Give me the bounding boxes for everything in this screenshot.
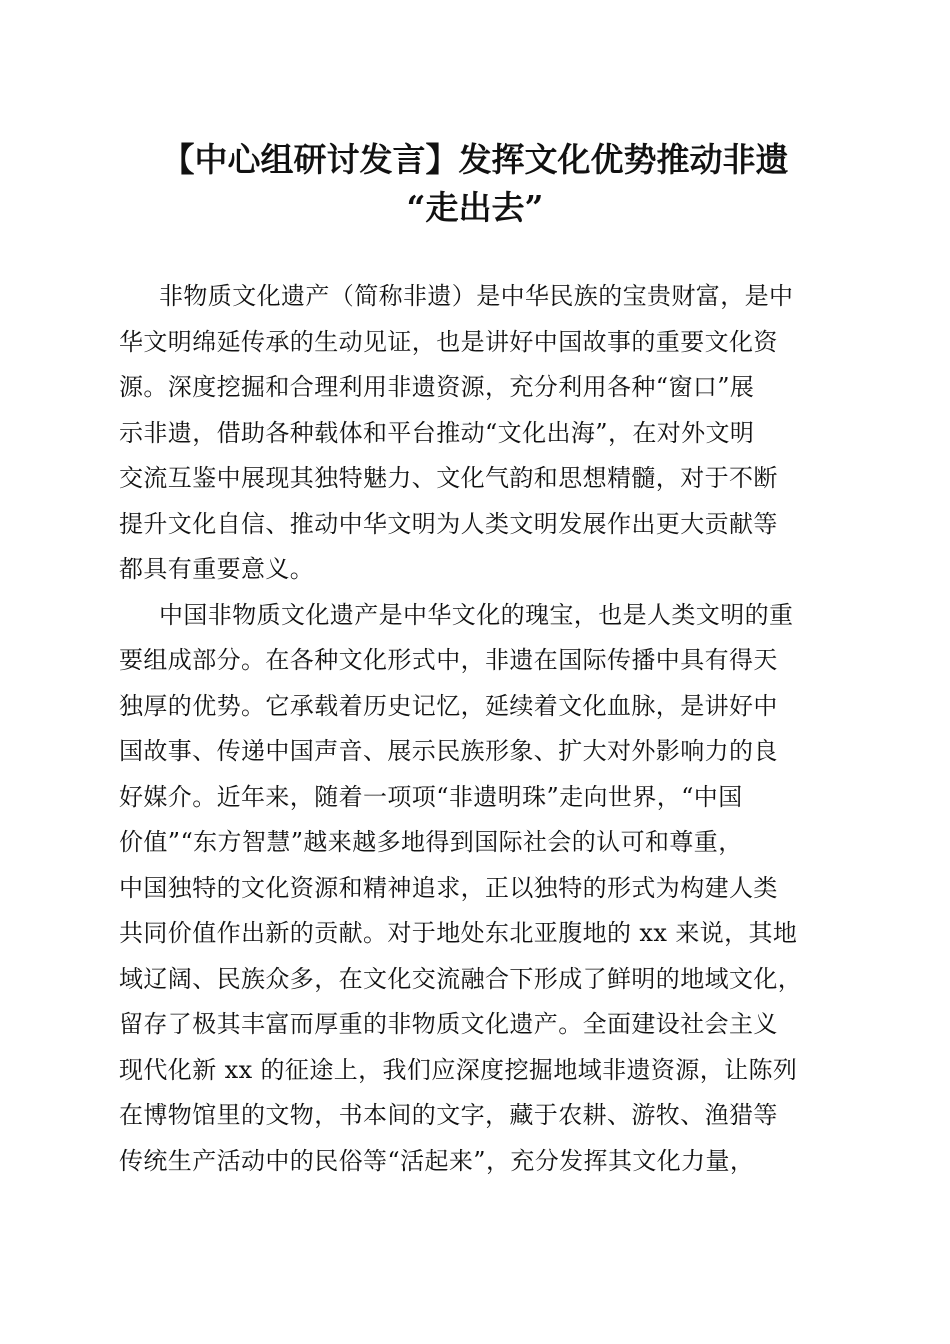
- document-title: [110, 136, 840, 232]
- text-line: 传统生产活动中的民俗等“活起来”，充分发挥其文化力量，: [119, 1146, 755, 1175]
- text-line: 国故事、传递中国声音、展示民族形象、扩大对外影响力的良: [119, 737, 778, 765]
- text-line: 在博物馆里的文物，书本间的文字，藏于农耕、游牧、渔猎等: [119, 1101, 778, 1129]
- text-line: 非物质文化遗产（简称非遗）是中华民族的宝贵财富，是中: [159, 282, 794, 310]
- text-line: 要组成部分。在各种文化形式中，非遗在国际传播中具有得天: [119, 646, 778, 674]
- text-line: 中国独特的文化资源和精神追求，正以独特的形式为构建人类: [119, 873, 778, 902]
- text-line: 域辽阔、民族众多，在文化交流融合下形成了鲜明的地域文化，: [119, 964, 803, 993]
- text-line: 都具有重要意义。: [119, 555, 315, 583]
- document-body: [119, 274, 819, 1184]
- title-line-1: 【中心组研讨发言】发挥文化优势推动非遗: [161, 140, 789, 179]
- text-line: 示非遗，借助各种载体和平台推动“文化出海”，在对外文明: [119, 418, 755, 447]
- text-line: 留存了极其丰富而厚重的非物质文化遗产。全面建设社会主义: [119, 1010, 778, 1038]
- text-line: 提升文化自信、推动中华文明为人类文明发展作出更大贡献等: [119, 509, 778, 538]
- text-line: 华文明绵延传承的生动见证，也是讲好中国故事的重要文化资: [119, 327, 778, 356]
- title-line-2: “走出去”: [406, 188, 544, 227]
- text-line: 源。深度挖掘和合理利用非遗资源，充分利用各种“窗口”展: [119, 373, 755, 401]
- text-line: 独厚的优势。它承载着历史记忆，延续着文化血脉，是讲好中: [119, 691, 778, 720]
- text-line: 现代化新 xx 的征途上，我们应深度挖掘地域非遗资源，让陈列: [119, 1055, 798, 1084]
- text-line: 价值”“东方智慧”越来越多地得到国际社会的认可和尊重，: [119, 828, 743, 856]
- text-line: 共同价值作出新的贡献。对于地处东北亚腹地的 xx 来说，其地: [119, 919, 798, 947]
- text-line: 交流互鉴中展现其独特魅力、文化气韵和思想精髓，对于不断: [119, 464, 778, 492]
- paragraph-1: [119, 274, 819, 593]
- text-line: 好媒介。近年来，随着一项项“非遗明珠”走向世界，“中国: [119, 782, 743, 811]
- text-line: 中国非物质文化遗产是中华文化的瑰宝，也是人类文明的重: [159, 600, 794, 629]
- paragraph-2: [119, 593, 819, 1185]
